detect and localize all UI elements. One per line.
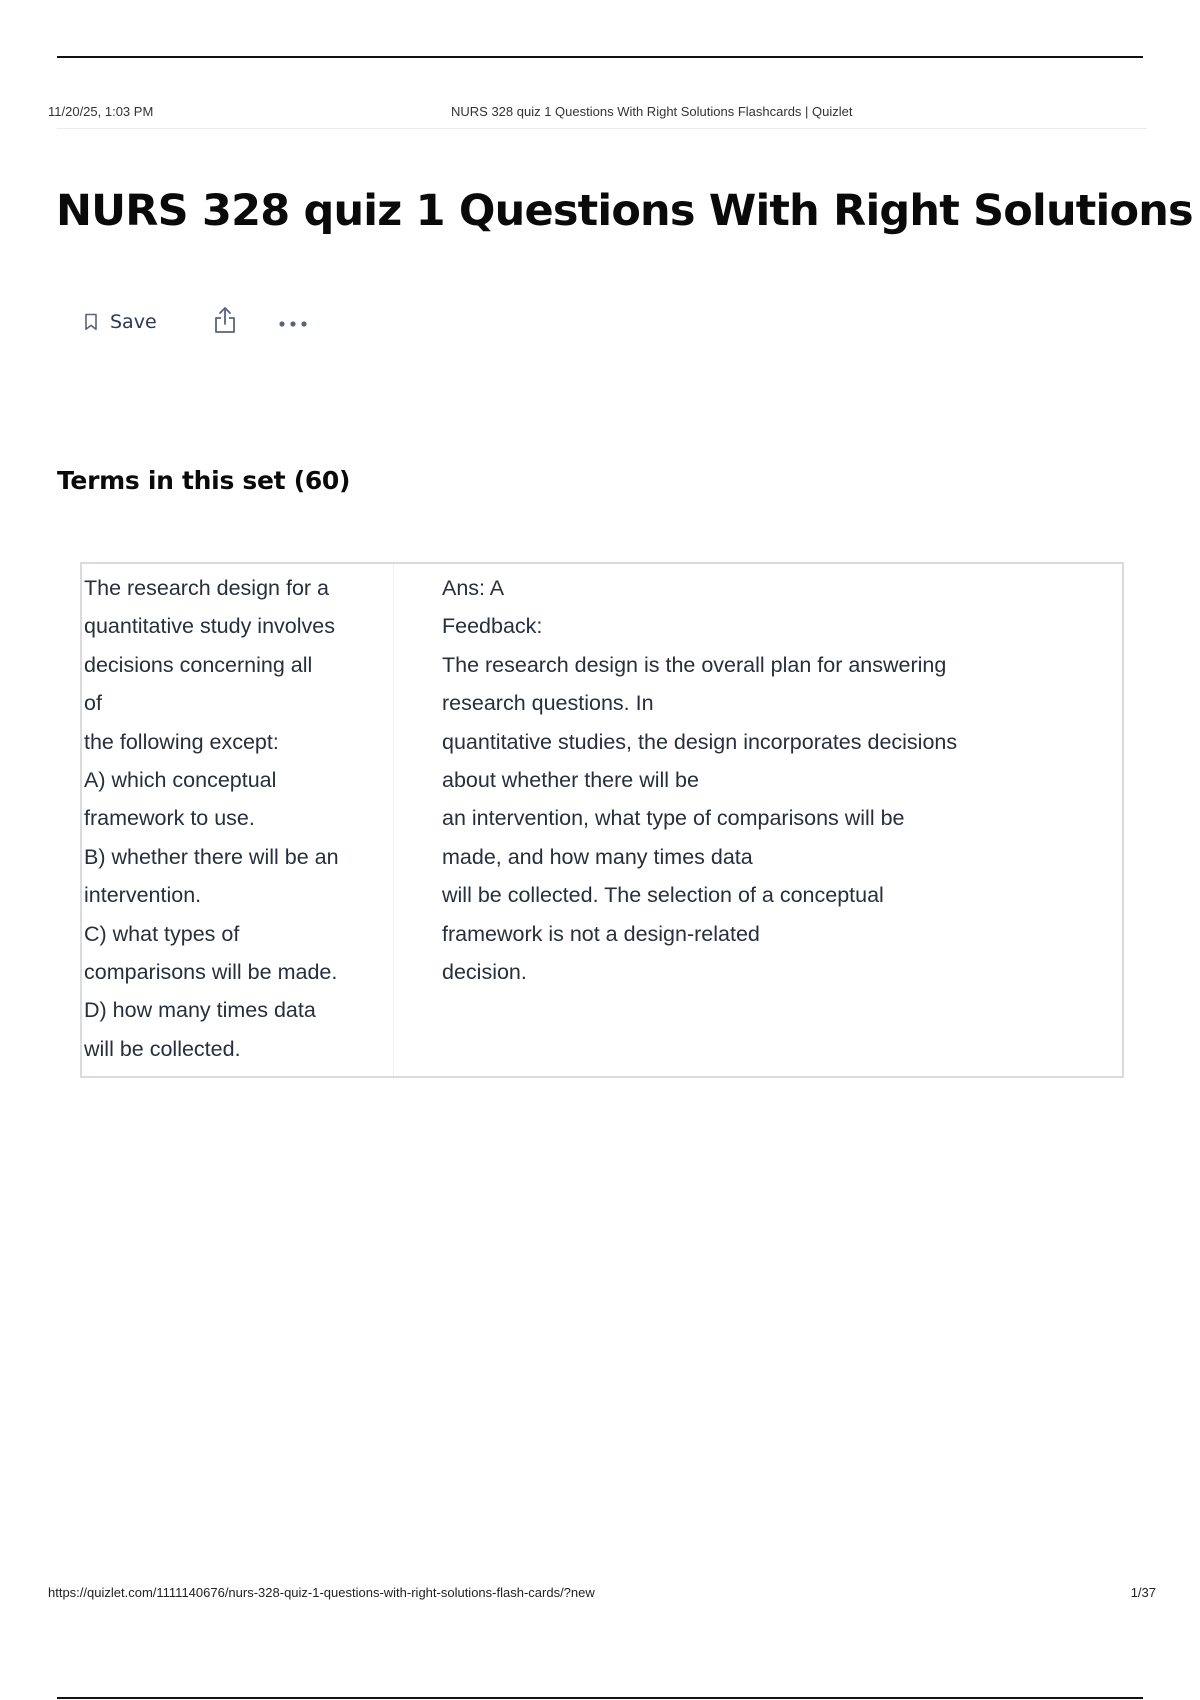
print-document-title: NURS 328 quiz 1 Questions With Right Solutions Flashcards | Quizlet: [451, 104, 853, 119]
header-divider: [57, 128, 1147, 129]
bookmark-icon: [84, 313, 98, 331]
more-options-icon: [278, 313, 308, 332]
page-title: NURS 328 quiz 1 Questions With Right Solutions: [56, 186, 1193, 236]
print-url: https://quizlet.com/1111140676/nurs-328-quiz-1-questions-with-right-solutions-flash-cards/?new: [48, 1585, 595, 1600]
term-card: [80, 562, 1124, 1078]
print-header: [48, 104, 1148, 122]
set-toolbar: [84, 304, 309, 340]
save-label: Save: [110, 311, 157, 333]
bottom-page-rule: [57, 1697, 1143, 1699]
terms-section-heading: Terms in this set (60): [57, 466, 351, 495]
page-number: 1/37: [1130, 1585, 1156, 1600]
card-term: The research design for a quantitative study involves decisions concerning all of the following except: A) which conceptual framework to use. B) whether there will be an intervention. C) what types of comparisons will be made. D) how many times data will be collected.: [82, 564, 394, 1076]
share-button[interactable]: [211, 306, 239, 338]
more-options-button[interactable]: [277, 306, 309, 338]
top-page-rule: [57, 56, 1143, 58]
card-definition: Ans: A Feedback: The research design is the overall plan for answering research questions. In quantitative studies, the design incorporates decisions about whether there will be an intervention, what type of comparisons will be made, and how many times data will be collected. The selection of a conceptual framework is not a design-related decision.: [442, 576, 958, 985]
save-button[interactable]: [84, 304, 157, 340]
print-footer: [48, 1585, 1156, 1603]
print-date: 11/20/25, 1:03 PM: [48, 104, 154, 119]
share-icon: [212, 305, 238, 339]
